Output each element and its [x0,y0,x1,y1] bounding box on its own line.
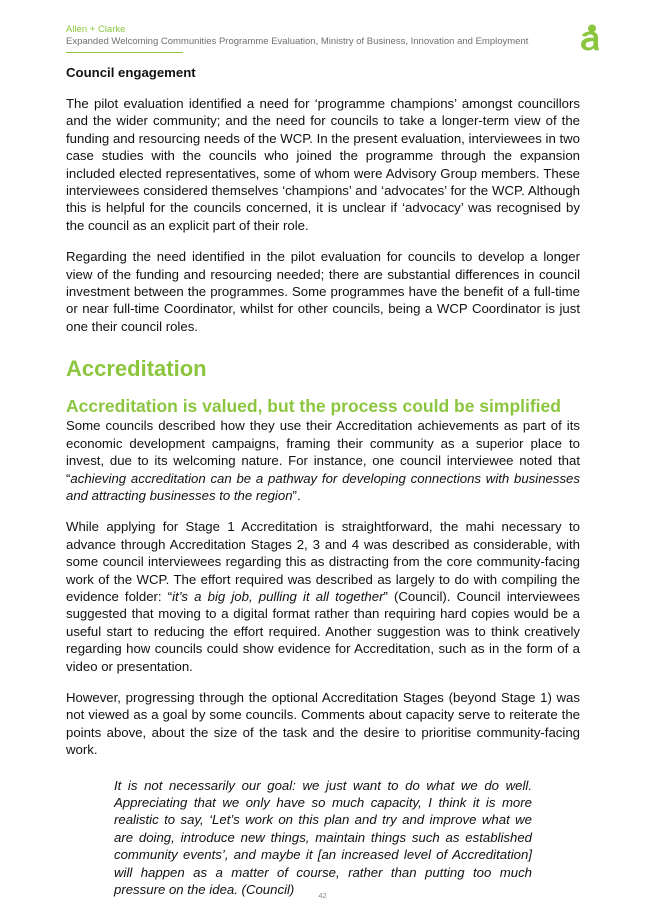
main-content [66,64,580,898]
allen-clarke-logo-icon [577,24,603,51]
paragraph: Some councils described how they use their Accreditation achievements as part of its economic development campaigns, framing their community as a superior place to invest, due to its welcoming nature. For instance, one council interviewee noted that “achieving accreditation can be a pathway for developing connections with businesses and attracting businesses to the region”. [66,418,580,503]
header-subtitle: Expanded Welcoming Communities Programme Evaluation, Ministry of Business, Innovation and Employment [66,36,529,47]
paragraph: However, progressing through the optional Accreditation Stages (beyond Stage 1) was not viewed as a goal by some councils. Comments about capacity serve to reiterate the points above, about the size of the task and the desire to prioritise community-facing work. [66,689,580,758]
section-heading-accreditation: Accreditation [66,356,207,382]
inline-quote: achieving accreditation can be a pathway for developing connections with businesses and attracting businesses to the region [66,470,580,503]
paragraph: The pilot evaluation identified a need for ‘programme champions’ amongst councillors and the wider community; and the need for councils to take a longer-term view of the funding and resourcing needs of the WCP. In the present evaluation, interviewees in two case studies with the councils who joined the programme through the expansion included elected representatives, some of whom were Advisory Group members. These interviewees considered themselves ‘champions’ and ‘advocates’ for the WCP. Although this is helpful for the councils concerned, it is unclear if ‘advocacy’ was recognised by the council as an explicit part of their role. [66,96,580,233]
subheading-accreditation-valued: Accreditation is valued, but the process could be simplified [66,396,561,417]
inline-quote: it’s a big job, pulling it all together [172,588,384,604]
page-header [66,24,586,53]
header-rule [66,52,183,53]
header-brand: Allen + Clarke [66,24,126,35]
paragraph: While applying for Stage 1 Accreditation is straightforward, the mahi necessary to advance through Accreditation Stages 2, 3 and 4 was described as considerable, with some council interviewees regarding this as distracting from the core community-facing work of the WCP. The effort required was described as largely to do with compiling the evidence folder: “it’s a big job, pulling it all together” (Council). Council interviewees suggested that moving to a digital format rather than requiring hard copies would be a useful start to reducing the effort required. Another suggestion was to think creatively regarding how councils could show evidence for Accreditation, such as in the form of a video or presentation. [66,519,580,674]
page-number: 42 [318,891,327,900]
block-quote: It is not necessarily our goal: we just want to do what we do well. Appreciating that we only have so much capacity, I think it is more realistic to say, ‘Let’s work on this plan and try and improve what we are doing, introduce new things, maintain things such as established community events’, and maybe it [an increased level of Accreditation] will happen as a matter of course, rather than putting too much pressure on the idea. (Council) [114,777,532,898]
paragraph: Regarding the need identified in the pilot evaluation for councils to develop a longer view of the funding and resourcing needed; there are substantial differences in council investment between the programmes. Some programmes have the benefit of a full-time or near full-time Coordinator, whilst for other councils, being a WCP Coordinator is just one their council roles. [66,249,580,334]
section-heading-council-engagement: Council engagement [66,65,196,80]
